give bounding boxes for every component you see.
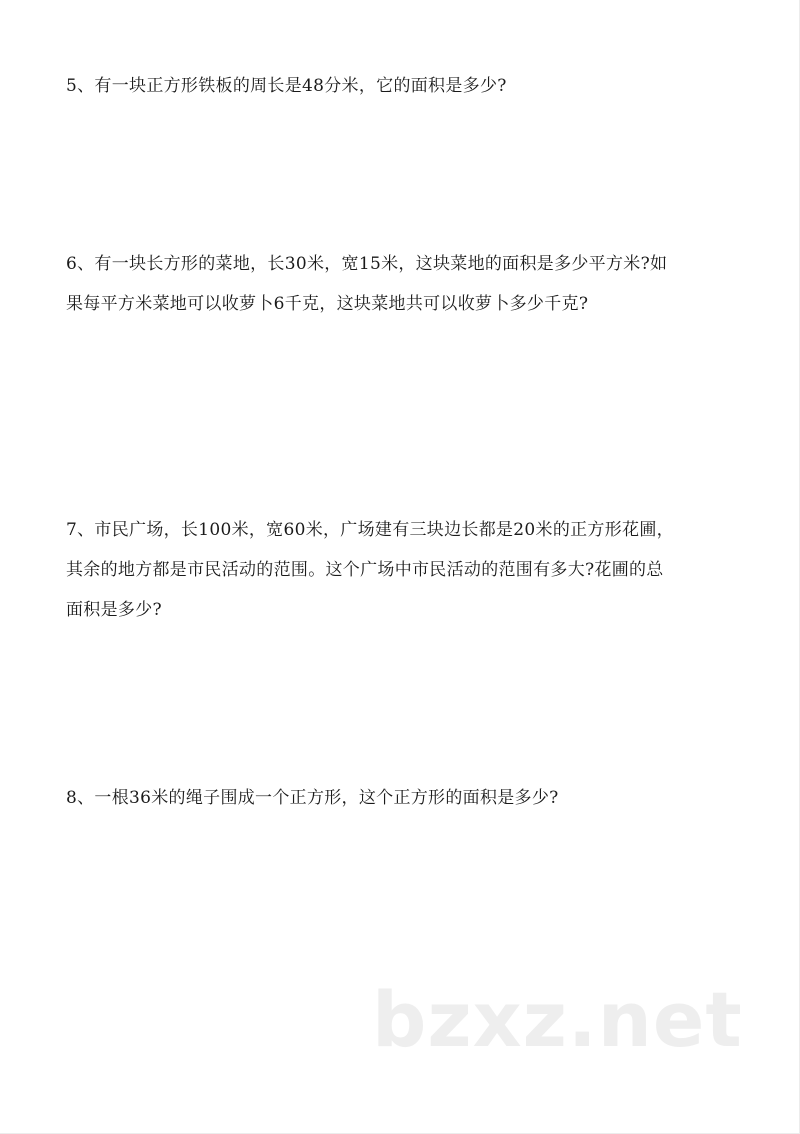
question-6-line-1: 6、有一块长方形的菜地，长30米，宽15米，这块菜地的面积是多少平方米?如 xyxy=(66,254,668,274)
question-7-line-1: 7、市民广场，长100米，宽60米，广场建有三块边长都是20米的正方形花圃， xyxy=(66,520,674,540)
question-8 xyxy=(66,778,746,818)
question-7-line-2: 其余的地方都是市民活动的范围。这个广场中市民活动的范围有多大?花圃的总 xyxy=(66,560,664,580)
question-7 xyxy=(66,510,746,630)
watermark-text: bzxz.net xyxy=(372,975,743,1064)
question-6-line-2: 果每平方米菜地可以收萝卜6千克，这块菜地共可以收萝卜多少千克? xyxy=(66,294,589,314)
question-5-line-1: 5、有一块正方形铁板的周长是48分米，它的面积是多少? xyxy=(66,76,507,96)
question-7-line-3: 面积是多少? xyxy=(66,600,162,620)
question-5 xyxy=(66,66,746,106)
question-6 xyxy=(66,244,746,324)
question-8-line-1: 8、一根36米的绳子围成一个正方形，这个正方形的面积是多少? xyxy=(66,788,559,808)
